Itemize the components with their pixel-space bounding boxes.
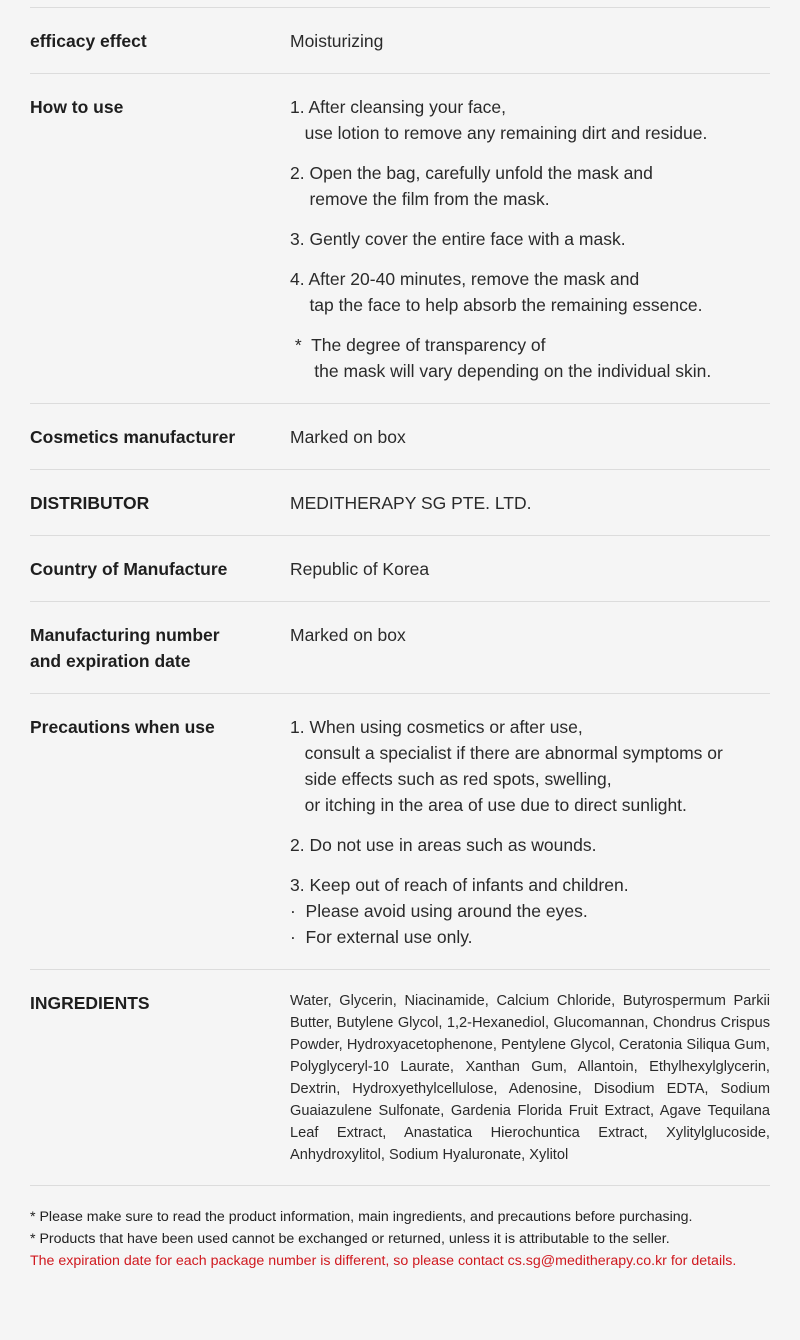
mfg-number-label: Manufacturing number and expiration date — [30, 625, 220, 671]
row-ingredients — [30, 970, 770, 1186]
row-precautions — [30, 694, 770, 970]
row-efficacy — [30, 8, 770, 74]
how-to-use-step — [290, 266, 770, 318]
manufacturer-label: Cosmetics manufacturer — [30, 427, 236, 447]
row-how-to-use — [30, 74, 770, 404]
country-value: Republic of Korea — [290, 559, 430, 579]
precaution-line: consult a specialist if there are abnormal symptoms or — [290, 743, 723, 763]
note-no-returns: * Products that have been used cannot be exchanged or returned, unless it is attributable to the seller. — [30, 1231, 670, 1247]
precaution-item — [290, 872, 770, 950]
purchase-notes — [30, 1206, 770, 1272]
precaution-line: · For external use only. — [290, 927, 473, 947]
step-line: * The degree of transparency of — [290, 335, 546, 355]
efficacy-value: Moisturizing — [290, 31, 384, 51]
step-line: use lotion to remove any remaining dirt and residue. — [290, 123, 708, 143]
step-line: 4. After 20-40 minutes, remove the mask and — [290, 269, 640, 289]
step-line: 1. After cleansing your face, — [290, 97, 506, 117]
precautions-label: Precautions when use — [30, 717, 215, 737]
precaution-item — [290, 714, 770, 818]
note-read-info: * Please make sure to read the product information, main ingredients, and precautions before purchasing. — [30, 1209, 693, 1225]
efficacy-label: efficacy effect — [30, 31, 147, 51]
precaution-line: 2. Do not use in areas such as wounds. — [290, 835, 597, 855]
product-info-table — [30, 0, 770, 1272]
step-line: remove the film from the mask. — [290, 189, 550, 209]
how-to-use-step — [290, 160, 770, 212]
step-line: the mask will vary depending on the individual skin. — [290, 361, 712, 381]
precaution-line: · Please avoid using around the eyes. — [290, 901, 588, 921]
row-distributor — [30, 470, 770, 536]
how-to-use-value — [290, 94, 770, 384]
precaution-line: or itching in the area of use due to direct sunlight. — [290, 795, 687, 815]
how-to-use-note — [290, 332, 770, 384]
distributor-label: DISTRIBUTOR — [30, 493, 150, 513]
row-mfg-number — [30, 602, 770, 694]
ingredients-value: Water, Glycerin, Niacinamide, Calcium Chloride, Butyrospermum Parkii Butter, Butylene Glycol, 1,2-Hexanediol, Glucomannan, Chondrus Crispus Powder, Hydroxyacetophenone, Pentylene Glycol, Ceratonia Siliqua Gum, Polyglyceryl-10 Laurate, Xanthan Gum, Allantoin, Ethylhexylglycerin, Dextrin, Hydroxyethylcellulose, Adenosine, Disodium EDTA, Sodium Guaiazulene Sulfonate, Gardenia Florida Fruit Extract, Agave Tequilana Leaf Extract, Anastatica Hierochuntica Extract, Xylitylglucoside, Anhydroxylitol, Sodium Hyaluronate, Xylitol — [290, 993, 770, 1163]
precaution-line: 3. Keep out of reach of infants and children. — [290, 875, 629, 895]
step-line: tap the face to help absorb the remaining essence. — [290, 295, 703, 315]
note-expiration-warning: The expiration date for each package number is different, so please contact cs.sg@meditherapy.co.kr for details. — [30, 1253, 737, 1269]
precautions-value — [290, 714, 770, 950]
precaution-line: side effects such as red spots, swelling, — [290, 769, 612, 789]
step-line: 3. Gently cover the entire face with a mask. — [290, 229, 626, 249]
distributor-value: MEDITHERAPY SG PTE. LTD. — [290, 493, 532, 513]
row-country — [30, 536, 770, 602]
mfg-number-value: Marked on box — [290, 625, 406, 645]
how-to-use-label: How to use — [30, 97, 124, 117]
top-divider — [30, 0, 770, 8]
manufacturer-value: Marked on box — [290, 427, 406, 447]
precaution-item — [290, 832, 770, 858]
how-to-use-step — [290, 226, 770, 252]
country-label: Country of Manufacture — [30, 559, 228, 579]
row-manufacturer — [30, 404, 770, 470]
how-to-use-step — [290, 94, 770, 146]
step-line: 2. Open the bag, carefully unfold the mask and — [290, 163, 653, 183]
precaution-line: 1. When using cosmetics or after use, — [290, 717, 583, 737]
ingredients-label: INGREDIENTS — [30, 993, 150, 1013]
